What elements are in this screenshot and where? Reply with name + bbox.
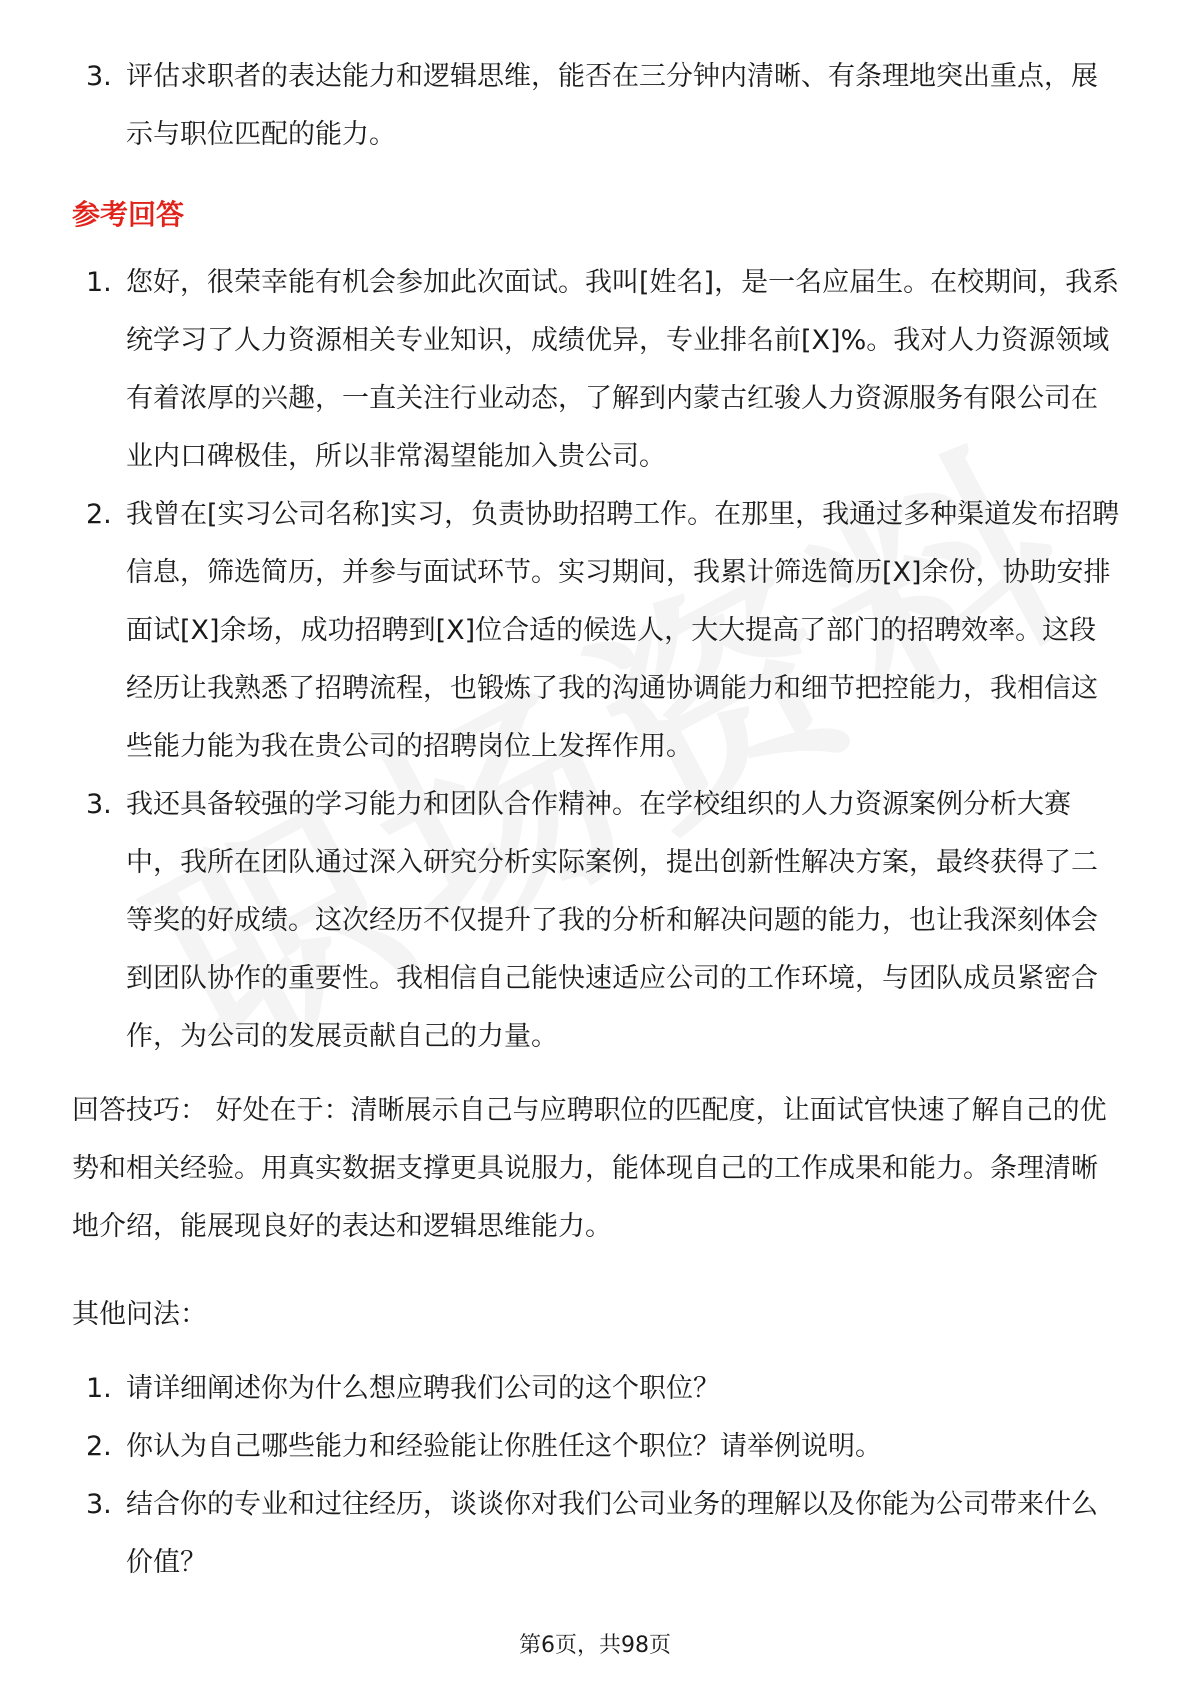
other-questions-title: 其他问法：	[72, 1299, 207, 1330]
list-text: 评估求职者的表达能力和逻辑思维，能否在三分钟内清晰、有条理地突出重点，展示与职位匹配的能力。	[126, 61, 1098, 150]
list-number: 3.	[86, 789, 112, 820]
list-item	[72, 254, 1122, 486]
other-questions-list	[72, 1360, 1122, 1592]
list-number: 2.	[86, 499, 112, 530]
list-number: 3.	[86, 61, 112, 92]
list-item	[72, 776, 1122, 1066]
page-number-footer: 第6页，共98页	[519, 1633, 671, 1658]
list-text: 我还具备较强的学习能力和团队合作精神。在学校组织的人力资源案例分析大赛中，我所在团队通过深入研究分析实际案例，提出创新性解决方案，最终获得了二等奖的好成绩。这次经历不仅提升了我的分析和解决问题的能力，也让我深刻体会到团队协作的重要性。我相信自己能快速适应公司的工作环境，与团队成员紧密合作，为公司的发展贡献自己的力量。	[126, 789, 1098, 1052]
list-text: 您好，很荣幸能有机会参加此次面试。我叫[姓名]，是一名应届生。在校期间，我系统学习了人力资源相关专业知识，成绩优异，专业排名前[X]%。我对人力资源领域有着浓厚的兴趣，一直关注行业动态，了解到内蒙古红骏人力资源服务有限公司在业内口碑极佳，所以非常渴望能加入贵公司。	[126, 267, 1120, 472]
list-number: 2.	[86, 1431, 112, 1462]
list-number: 3.	[86, 1489, 112, 1520]
evaluation-points-list	[72, 48, 1122, 164]
list-number: 1.	[86, 267, 112, 298]
list-item	[72, 1418, 1122, 1476]
list-number: 1.	[86, 1373, 112, 1404]
list-text: 结合你的专业和过往经历，谈谈你对我们公司业务的理解以及你能为公司带来什么价值？	[126, 1489, 1098, 1578]
list-text: 我曾在[实习公司名称]实习，负责协助招聘工作。在那里，我通过多种渠道发布招聘信息，筛选简历，并参与面试环节。实习期间，我累计筛选简历[X]余份，协助安排面试[X]余场，成功招聘到[X]位合适的候选人，大大提高了部门的招聘效率。这段经历让我熟悉了招聘流程，也锻炼了我的沟通协调能力和细节把控能力，我相信这些能力能为我在贵公司的招聘岗位上发挥作用。	[126, 499, 1120, 762]
answer-tips: 回答技巧： 好处在于：清晰展示自己与应聘职位的匹配度，让面试官快速了解自己的优势和相关经验。用真实数据支撑更具说服力，能体现自己的工作成果和能力。条理清晰地介绍，能展现良好的表达和逻辑思维能力。	[72, 1095, 1107, 1242]
list-item	[72, 486, 1122, 776]
list-text: 请详细阐述你为什么想应聘我们公司的这个职位？	[126, 1373, 720, 1404]
list-item	[72, 48, 1122, 164]
section-title-reference-answer: 参考回答	[72, 198, 185, 231]
list-text: 你认为自己哪些能力和经验能让你胜任这个职位？请举例说明。	[126, 1431, 882, 1462]
reference-answers-list	[72, 254, 1122, 1066]
page-content	[72, 48, 1122, 1592]
list-item	[72, 1360, 1122, 1418]
list-item	[72, 1476, 1122, 1592]
